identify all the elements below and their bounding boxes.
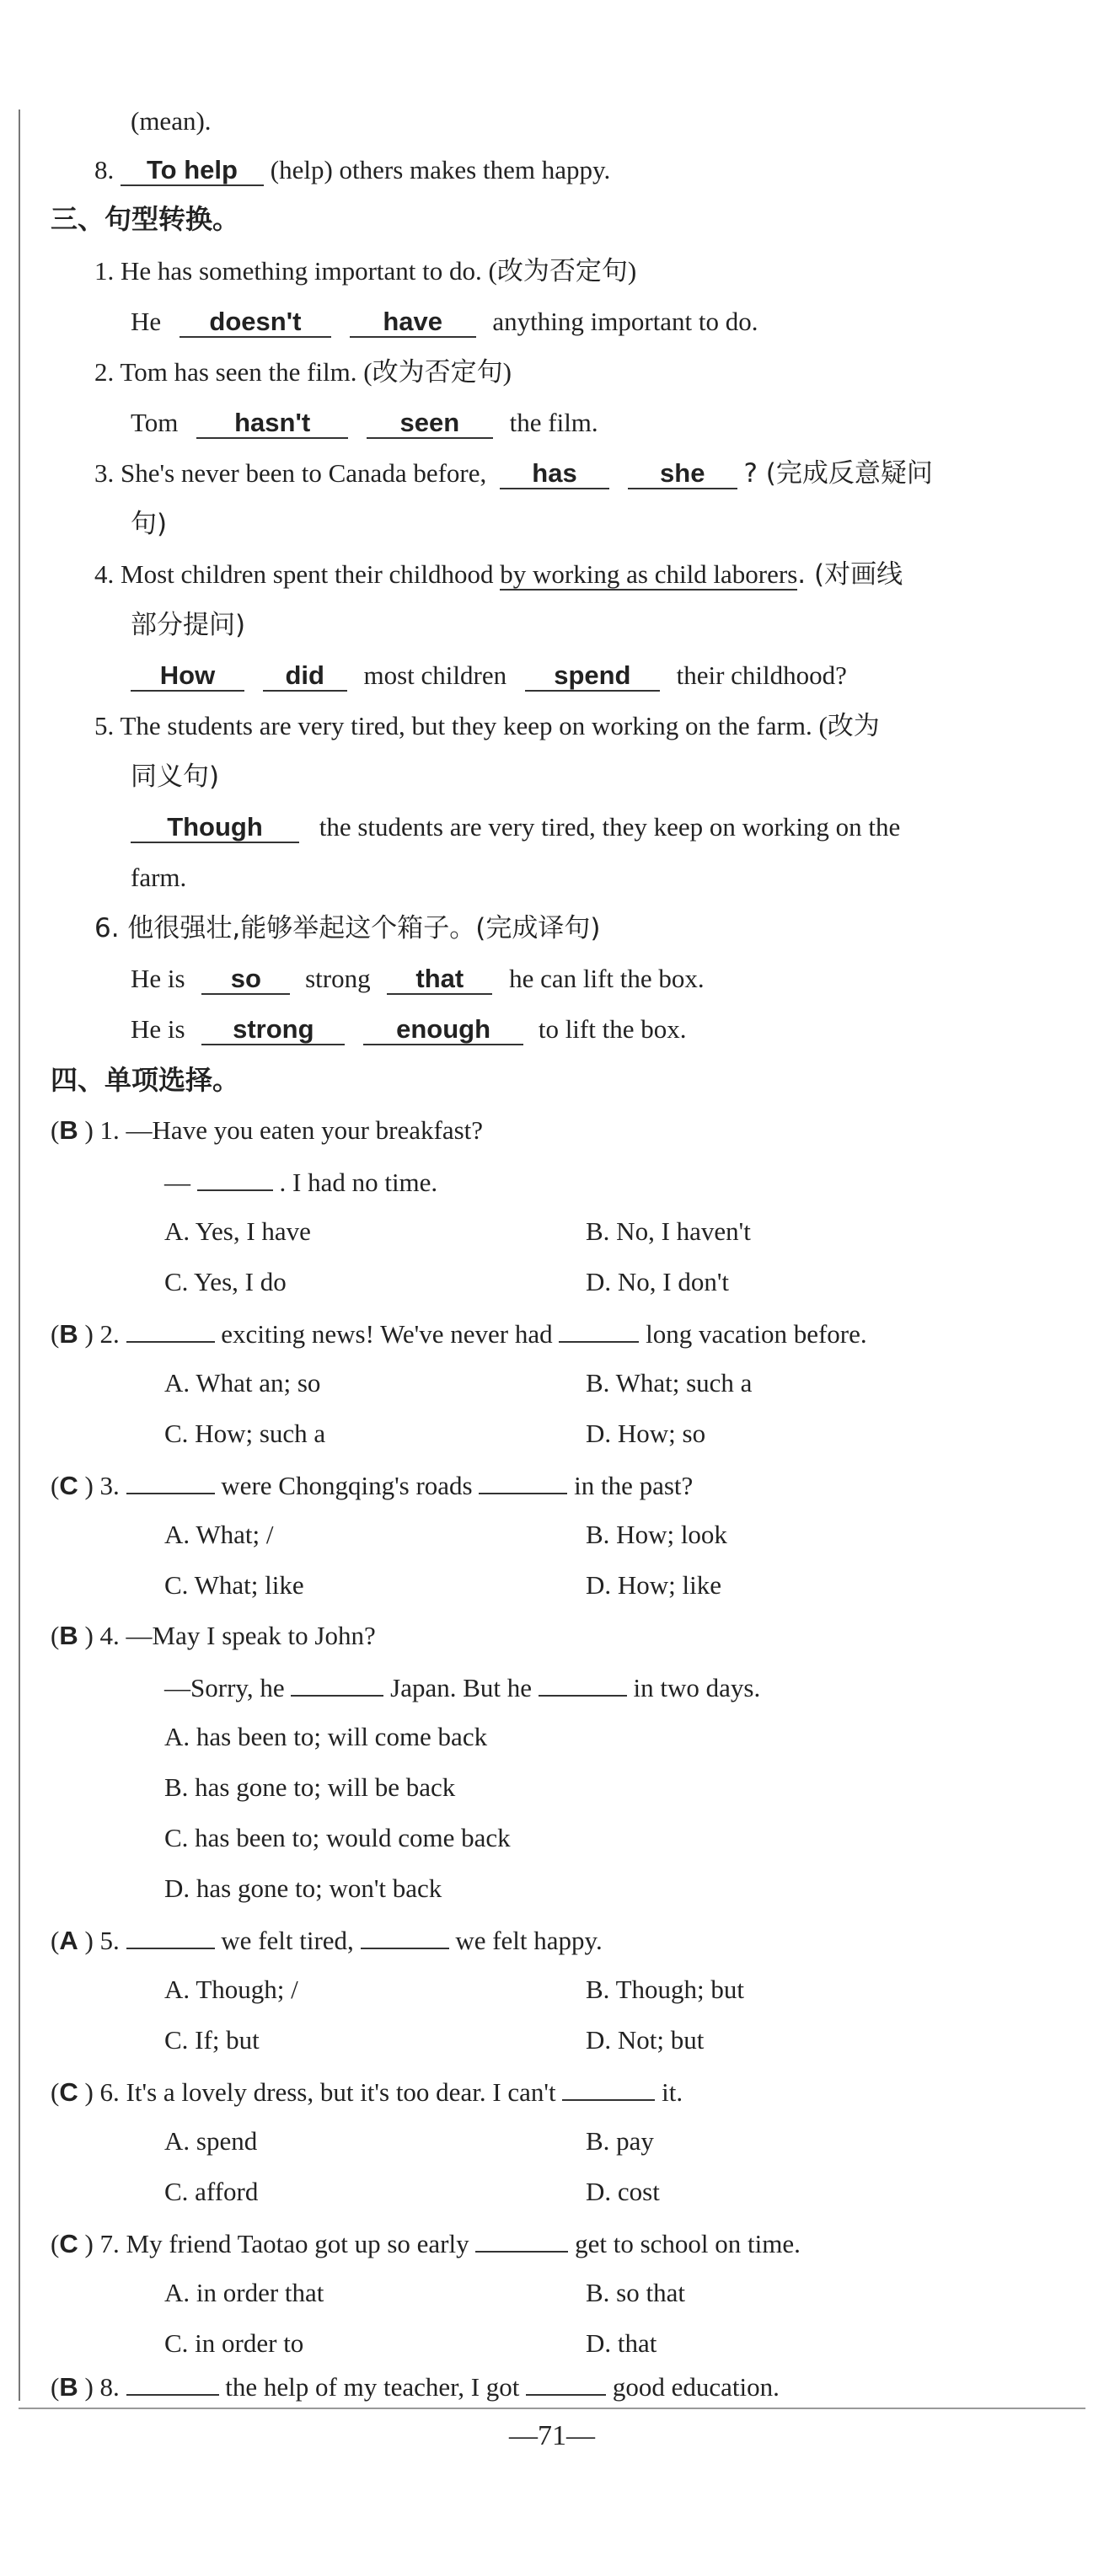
option: B. so that xyxy=(586,2278,685,2307)
answer: has xyxy=(500,459,609,489)
option: D. that xyxy=(586,2328,657,2358)
s3-q5-stem: 5. The students are very tired, but they keep on working on the farm. (改为 xyxy=(94,711,880,740)
answer: To help xyxy=(121,156,264,186)
option: D. How; so xyxy=(586,1419,706,1448)
answer: have xyxy=(350,307,476,338)
option: B. What; such a xyxy=(586,1368,753,1398)
option: A. has been to; will come back xyxy=(164,1722,488,1751)
answer: so xyxy=(201,965,290,995)
option: B. pay xyxy=(586,2126,654,2156)
answer: did xyxy=(263,661,347,692)
s4-q1-reply: — . I had no time. xyxy=(164,1164,437,1200)
bottom-rule xyxy=(19,2408,1085,2409)
answer: strong xyxy=(201,1015,345,1045)
s3-q2-stem: 2. Tom has seen the film. (改为否定句) xyxy=(94,357,512,387)
s3-q6-answer-line-2: He is strong enough to lift the box. xyxy=(131,1014,687,1044)
option: D. has gone to; won't back xyxy=(164,1873,442,1903)
section-4-title: 四、单项选择。 xyxy=(51,1064,240,1096)
q8-fill: 8. To help (help) others makes them happy. xyxy=(94,155,611,184)
option: C. afford xyxy=(164,2177,259,2206)
s3-q3-stem: 3. She's never been to Canada before, has she ? (完成反意疑问 xyxy=(94,458,933,489)
s3-q4-answer-line: How did most children spend their childhood? xyxy=(131,659,847,692)
answer: enough xyxy=(363,1015,523,1045)
option: C. What; like xyxy=(164,1570,304,1600)
option: C. has been to; would come back xyxy=(164,1823,511,1852)
option: C. Yes, I do xyxy=(164,1267,287,1296)
answer: How xyxy=(131,661,244,692)
s3-q3-cont: 句) xyxy=(131,509,168,539)
option: D. No, I don't xyxy=(586,1267,730,1296)
s3-q2-answer-line: Tom hasn't seen the film. xyxy=(131,408,598,437)
section-3-title: 三、句型转换。 xyxy=(51,203,240,235)
prev-question-tail: (mean). xyxy=(131,106,212,136)
answer: spend xyxy=(525,661,660,692)
answer: seen xyxy=(367,409,493,439)
s4-q4: (B ) 4. —May I speak to John? xyxy=(51,1621,376,1650)
answer: hasn't xyxy=(196,409,348,439)
s3-q5-answer-line: Though the students are very tired, they keep on working on the xyxy=(131,810,900,844)
s3-q6-answer-line-1: He is so strong that he can lift the box. xyxy=(131,964,705,993)
option: B. How; look xyxy=(586,1520,727,1549)
answer: doesn't xyxy=(180,307,331,338)
option: B. has gone to; will be back xyxy=(164,1772,456,1802)
option: B. Though; but xyxy=(586,1975,745,2004)
option: A. in order that xyxy=(164,2278,324,2307)
s4-q3: (C ) 3. were Chongqing's roads in the past? xyxy=(51,1467,693,1503)
s4-q4-reply: —Sorry, he Japan. But he in two days. xyxy=(164,1670,760,1705)
s4-q8: (B ) 8. the help of my teacher, I got good education. xyxy=(51,2369,780,2404)
underlined-phrase: by working as child laborers xyxy=(500,559,798,589)
s4-q6: (C ) 6. It's a lovely dress, but it's too dear. I can't it. xyxy=(51,2074,683,2109)
option: A. Though; / xyxy=(164,1975,298,2004)
option: C. How; such a xyxy=(164,1419,326,1448)
answer: Though xyxy=(131,813,299,843)
option: A. spend xyxy=(164,2126,258,2156)
s3-q4-stem: 4. Most children spent their childhood by working as child laborers. (对画线 xyxy=(94,559,903,590)
left-margin-rule xyxy=(19,110,20,2401)
s3-q1-answer-line: He doesn't have anything important to do. xyxy=(131,307,758,336)
s3-q6-stem: 6. 他很强壮,能够举起这个箱子。(完成译句) xyxy=(94,913,601,943)
option: A. What; / xyxy=(164,1520,274,1549)
s4-q7: (C ) 7. My friend Taotao got up so early get to school on time. xyxy=(51,2226,801,2261)
answer-letter: B xyxy=(59,1115,78,1145)
s3-q4-cont: 部分提问) xyxy=(131,610,246,640)
s4-q5: (A ) 5. we felt tired, we felt happy. xyxy=(51,1922,603,1958)
option: D. cost xyxy=(586,2177,660,2206)
option: D. Not; but xyxy=(586,2025,705,2055)
s4-q1: (B ) 1. —Have you eaten your breakfast? xyxy=(51,1115,484,1145)
option: D. How; like xyxy=(586,1570,722,1600)
answer: she xyxy=(628,459,737,489)
s3-q5-answer-line-2: farm. xyxy=(131,863,187,892)
answer: that xyxy=(387,965,492,995)
option: B. No, I haven't xyxy=(586,1216,751,1246)
option: C. If; but xyxy=(164,2025,260,2055)
option: A. What an; so xyxy=(164,1368,321,1398)
s3-q5-cont: 同义句) xyxy=(131,762,220,792)
option: A. Yes, I have xyxy=(164,1216,311,1246)
option: C. in order to xyxy=(164,2328,304,2358)
s4-q2: (B ) 2. exciting news! We've never had long vacation before. xyxy=(51,1316,867,1351)
page-number: —71— xyxy=(509,2420,595,2451)
s3-q1-stem: 1. He has something important to do. (改为否定句) xyxy=(94,256,637,286)
